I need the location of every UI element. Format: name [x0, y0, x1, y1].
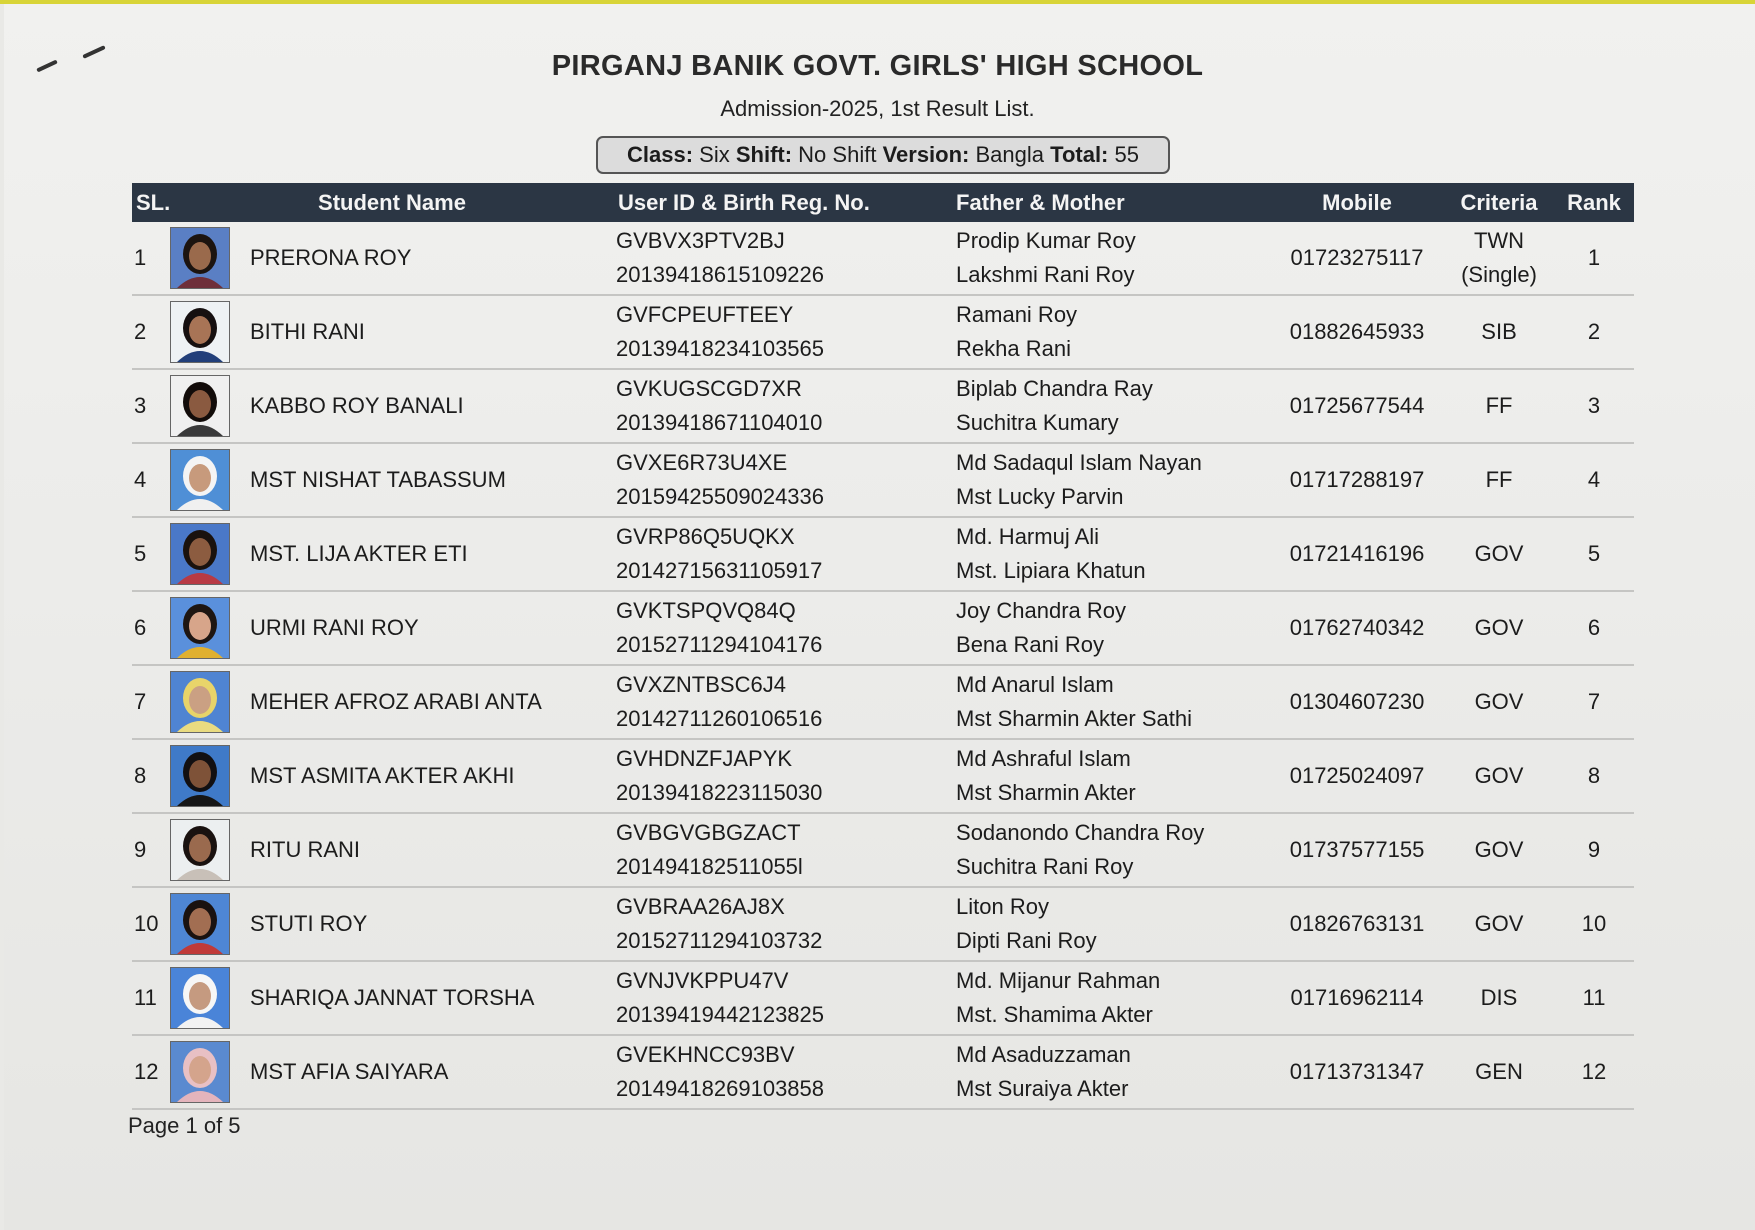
class-value: Six: [699, 142, 730, 167]
criteria: GOV: [1474, 837, 1524, 862]
student-name: STUTI ROY: [244, 887, 614, 961]
user-id: GVXZNTBSC6J4: [616, 672, 786, 697]
col-header-user-id: User ID & Birth Reg. No.: [614, 183, 952, 222]
student-photo-image: [171, 376, 229, 436]
birth-reg-no: 20139418234103565: [616, 336, 825, 361]
criteria-cell: [1444, 222, 1554, 295]
student-photo-image: [171, 968, 229, 1028]
student-photo: [170, 597, 230, 659]
criteria-cell: [1444, 887, 1554, 961]
mobile-number: 01725024097: [1270, 739, 1444, 813]
mobile-number: 01762740342: [1270, 591, 1444, 665]
mother-name: Rekha Rani: [956, 336, 1071, 361]
mother-name: Mst Sharmin Akter Sathi: [956, 706, 1192, 731]
birth-reg-no: 20149418269103858: [616, 1076, 825, 1101]
user-id: GVFCPEUFTEEY: [616, 302, 794, 327]
criteria-cell: [1444, 961, 1554, 1035]
parents-cell: [952, 739, 1270, 813]
mobile-number: 01721416196: [1270, 517, 1444, 591]
photo-cell: [170, 295, 244, 369]
mother-name: Dipti Rani Roy: [956, 928, 1097, 953]
serial-number: 7: [132, 665, 170, 739]
result-list-subtitle: Admission-2025, 1st Result List.: [720, 96, 1035, 121]
criteria-detail: (Single): [1461, 262, 1537, 287]
mother-name: Suchitra Kumary: [956, 410, 1119, 435]
serial-number: 11: [132, 961, 170, 1035]
student-photo-image: [171, 598, 229, 658]
mobile-number: 01723275117: [1270, 222, 1444, 295]
id-cell: [614, 443, 952, 517]
father-name: Md Sadaqul Islam Nayan: [956, 450, 1202, 475]
version-value: Bangla: [975, 142, 1045, 167]
table-row: [132, 222, 1634, 295]
version-label: Version:: [882, 142, 970, 167]
user-id: GVKTSPQVQ84Q: [616, 598, 796, 623]
criteria: FF: [1485, 467, 1513, 492]
id-cell: [614, 591, 952, 665]
id-cell: [614, 739, 952, 813]
photo-cell: [170, 222, 244, 295]
col-header-sl: SL.: [132, 183, 170, 222]
table-row: [132, 813, 1634, 887]
criteria: GOV: [1474, 763, 1524, 788]
student-photo: [170, 745, 230, 807]
school-title: PIRGANJ BANIK GOVT. GIRLS' HIGH SCHOOL: [551, 50, 1204, 82]
mother-name: Mst Suraiya Akter: [956, 1076, 1129, 1101]
id-cell: [614, 1035, 952, 1109]
photo-cell: [170, 369, 244, 443]
user-id: GVBGVGBGZACT: [616, 820, 801, 845]
photo-cell: [170, 887, 244, 961]
user-id: GVBVX3PTV2BJ: [616, 228, 785, 253]
criteria: TWN: [1473, 228, 1525, 253]
id-cell: [614, 813, 952, 887]
user-id: GVNJVKPPU47V: [616, 968, 789, 993]
parents-cell: [952, 369, 1270, 443]
father-name: Biplab Chandra Ray: [956, 376, 1153, 401]
birth-reg-no: 20142715631105917: [616, 558, 823, 583]
student-photo: [170, 227, 230, 289]
parents-cell: [952, 443, 1270, 517]
student-photo: [170, 449, 230, 511]
table-row: [132, 517, 1634, 591]
serial-number: 8: [132, 739, 170, 813]
student-name: PRERONA ROY: [244, 222, 614, 295]
criteria: GEN: [1475, 1059, 1523, 1084]
rank: 2: [1554, 295, 1634, 369]
birth-reg-no: 20139418615109226: [616, 262, 825, 287]
father-name: Liton Roy: [956, 894, 1049, 919]
photo-cell: [170, 517, 244, 591]
father-name: Md. Harmuj Ali: [956, 524, 1100, 549]
photo-cell: [170, 961, 244, 1035]
id-cell: [614, 222, 952, 295]
criteria-cell: [1444, 517, 1554, 591]
mobile-number: 01826763131: [1270, 887, 1444, 961]
serial-number: 10: [132, 887, 170, 961]
photo-cell: [170, 591, 244, 665]
user-id: GVBRAA26AJ8X: [616, 894, 785, 919]
rank: 5: [1554, 517, 1634, 591]
student-photo: [170, 819, 230, 881]
birth-reg-no: 20142711260106516: [616, 706, 823, 731]
table-row: [132, 887, 1634, 961]
serial-number: 3: [132, 369, 170, 443]
student-name: BITHI RANI: [244, 295, 614, 369]
birth-reg-no: 20139419442123825: [616, 1002, 825, 1027]
mobile-number: 01725677544: [1270, 369, 1444, 443]
parents-cell: [952, 887, 1270, 961]
mother-name: Lakshmi Rani Roy: [956, 262, 1135, 287]
class-label: Class:: [626, 142, 694, 167]
father-name: Joy Chandra Roy: [956, 598, 1126, 623]
table-row: [132, 443, 1634, 517]
rank: 6: [1554, 591, 1634, 665]
user-id: GVRP86Q5UQKX: [616, 524, 795, 549]
col-header-parents: Father & Mother: [952, 183, 1270, 222]
parents-cell: [952, 665, 1270, 739]
student-photo: [170, 671, 230, 733]
student-photo-image: [171, 228, 229, 288]
rank: 1: [1554, 222, 1634, 295]
student-name: URMI RANI ROY: [244, 591, 614, 665]
serial-number: 12: [132, 1035, 170, 1109]
birth-reg-no: 201494182511055l: [616, 854, 803, 879]
mother-name: Mst Lucky Parvin: [956, 484, 1124, 509]
rank: 11: [1554, 961, 1634, 1035]
student-photo: [170, 523, 230, 585]
serial-number: 5: [132, 517, 170, 591]
parents-cell: [952, 813, 1270, 887]
father-name: Sodanondo Chandra Roy: [956, 820, 1205, 845]
photo-cell: [170, 665, 244, 739]
parents-cell: [952, 1035, 1270, 1109]
mobile-number: 01717288197: [1270, 443, 1444, 517]
student-photo: [170, 1041, 230, 1103]
birth-reg-no: 20139418671104010: [616, 410, 823, 435]
criteria: SIB: [1481, 319, 1517, 344]
table-row: [132, 665, 1634, 739]
mother-name: Mst. Shamima Akter: [956, 1002, 1153, 1027]
criteria-cell: [1444, 295, 1554, 369]
table-row: [132, 739, 1634, 813]
criteria-cell: [1444, 739, 1554, 813]
id-cell: [614, 369, 952, 443]
table-row: [132, 961, 1634, 1035]
student-photo-image: [171, 1042, 229, 1102]
father-name: Md Anarul Islam: [956, 672, 1114, 697]
mother-name: Suchitra Rani Roy: [956, 854, 1134, 879]
rank: 4: [1554, 443, 1634, 517]
student-name: MST NISHAT TABASSUM: [244, 443, 614, 517]
table-row: [132, 295, 1634, 369]
photo-cell: [170, 813, 244, 887]
student-photo-image: [171, 302, 229, 362]
criteria-cell: [1444, 443, 1554, 517]
table-row: [132, 1035, 1634, 1109]
birth-reg-no: 20152711294103732: [616, 928, 823, 953]
total-value: 55: [1114, 142, 1139, 167]
rank: 3: [1554, 369, 1634, 443]
father-name: Md Ashraful Islam: [956, 746, 1131, 771]
criteria: GOV: [1474, 911, 1524, 936]
father-name: Md. Mijanur Rahman: [956, 968, 1161, 993]
rank: 8: [1554, 739, 1634, 813]
parents-cell: [952, 517, 1270, 591]
criteria: GOV: [1474, 689, 1524, 714]
id-cell: [614, 517, 952, 591]
id-cell: [614, 961, 952, 1035]
id-cell: [614, 295, 952, 369]
user-id: GVKUGSCGD7XR: [616, 376, 802, 401]
id-cell: [614, 887, 952, 961]
col-header-rank: Rank: [1554, 183, 1634, 222]
user-id: GVXE6R73U4XE: [616, 450, 788, 475]
col-header-student-name: Student Name: [170, 183, 614, 222]
table-row: [132, 369, 1634, 443]
rank: 10: [1554, 887, 1634, 961]
birth-reg-no: 20152711294104176: [616, 632, 823, 657]
father-name: Md Asaduzzaman: [956, 1042, 1131, 1067]
col-header-mobile: Mobile: [1270, 183, 1444, 222]
student-photo-image: [171, 450, 229, 510]
rank: 12: [1554, 1035, 1634, 1109]
id-cell: [614, 665, 952, 739]
criteria-cell: [1444, 369, 1554, 443]
criteria: GOV: [1474, 541, 1524, 566]
father-name: Ramani Roy: [956, 302, 1078, 327]
parents-cell: [952, 222, 1270, 295]
criteria-cell: [1444, 665, 1554, 739]
mother-name: Mst. Lipiara Khatun: [956, 558, 1146, 583]
criteria: FF: [1485, 393, 1513, 418]
photo-cell: [170, 1035, 244, 1109]
criteria-cell: [1444, 591, 1554, 665]
student-photo-image: [171, 672, 229, 732]
page-indicator: Page 1 of 5: [128, 1113, 241, 1138]
mobile-number: 01304607230: [1270, 665, 1444, 739]
criteria-cell: [1444, 1035, 1554, 1109]
rank: 7: [1554, 665, 1634, 739]
serial-number: 1: [132, 222, 170, 295]
student-photo: [170, 301, 230, 363]
photo-cell: [170, 443, 244, 517]
mobile-number: 01737577155: [1270, 813, 1444, 887]
mother-name: Bena Rani Roy: [956, 632, 1104, 657]
shift-value: No Shift: [798, 142, 877, 167]
rank: 9: [1554, 813, 1634, 887]
serial-number: 4: [132, 443, 170, 517]
student-name: MST. LIJA AKTER ETI: [244, 517, 614, 591]
parents-cell: [952, 591, 1270, 665]
shift-label: Shift:: [735, 142, 793, 167]
class-info-box: [596, 136, 1170, 174]
student-name: MEHER AFROZ ARABI ANTA: [244, 665, 614, 739]
serial-number: 6: [132, 591, 170, 665]
serial-number: 2: [132, 295, 170, 369]
col-header-criteria: Criteria: [1444, 183, 1554, 222]
table-header-row: [132, 183, 1634, 222]
student-name: SHARIQA JANNAT TORSHA: [244, 961, 614, 1035]
student-photo: [170, 375, 230, 437]
student-photo-image: [171, 820, 229, 880]
student-photo-image: [171, 746, 229, 806]
total-label: Total:: [1050, 142, 1109, 167]
student-name: RITU RANI: [244, 813, 614, 887]
mobile-number: 01882645933: [1270, 295, 1444, 369]
mobile-number: 01716962114: [1270, 961, 1444, 1035]
mother-name: Mst Sharmin Akter: [956, 780, 1136, 805]
mobile-number: 01713731347: [1270, 1035, 1444, 1109]
student-name: KABBO ROY BANALI: [244, 369, 614, 443]
parents-cell: [952, 295, 1270, 369]
student-photo-image: [171, 524, 229, 584]
user-id: GVHDNZFJAPYK: [616, 746, 793, 771]
serial-number: 9: [132, 813, 170, 887]
student-name: MST AFIA SAIYARA: [244, 1035, 614, 1109]
criteria: GOV: [1474, 615, 1524, 640]
birth-reg-no: 20139418223115030: [616, 780, 823, 805]
student-photo-image: [171, 894, 229, 954]
parents-cell: [952, 961, 1270, 1035]
father-name: Prodip Kumar Roy: [956, 228, 1136, 253]
student-photo: [170, 893, 230, 955]
table-row: [132, 591, 1634, 665]
criteria: DIS: [1480, 985, 1518, 1010]
student-photo: [170, 967, 230, 1029]
criteria-cell: [1444, 813, 1554, 887]
birth-reg-no: 20159425509024336: [616, 484, 825, 509]
student-name: MST ASMITA AKTER AKHI: [244, 739, 614, 813]
result-table: [132, 183, 1634, 1110]
photo-cell: [170, 739, 244, 813]
user-id: GVEKHNCC93BV: [616, 1042, 795, 1067]
